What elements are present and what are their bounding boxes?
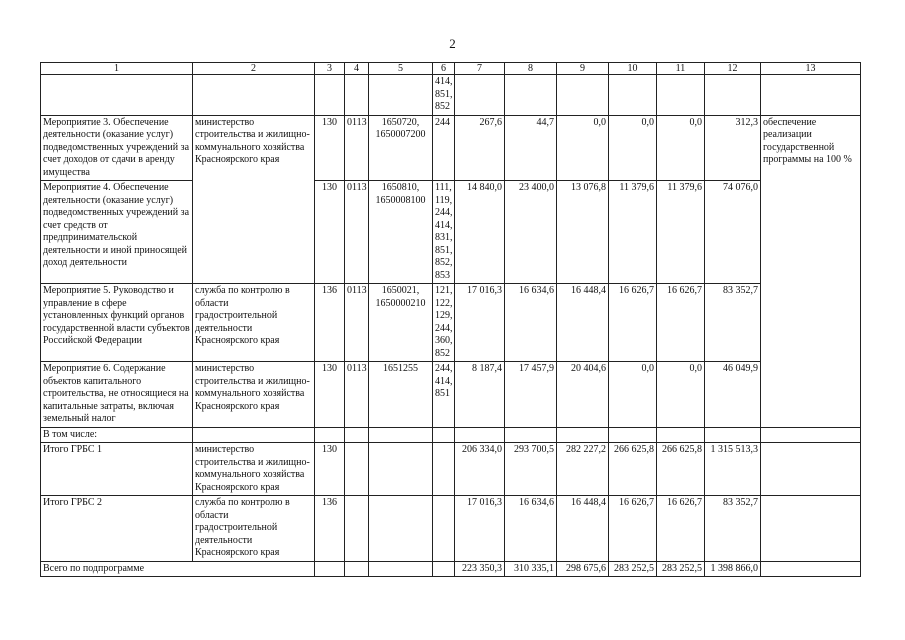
cell-value: 44,7 <box>505 115 557 181</box>
cell-grbs: 130 <box>315 115 345 181</box>
cell-grbs: 136 <box>315 284 345 362</box>
cell-value: 283 252,5 <box>657 561 705 577</box>
cell-value: 310 335,1 <box>505 561 557 577</box>
cell-executor: министерство строительства и жилищно-коммунального хозяйства Красноярского края <box>193 443 315 496</box>
cell-kvr: 121, 122, 129, 244, 360, 852 <box>433 284 455 362</box>
cell-value: 223 350,3 <box>455 561 505 577</box>
cell-value: 16 626,7 <box>609 496 657 562</box>
table-row <box>41 443 861 496</box>
cell-rzpr: 0113 <box>345 362 369 428</box>
cell-value: 0,0 <box>609 115 657 181</box>
cell-value: 11 379,6 <box>609 181 657 284</box>
cell-value: 1 398 866,0 <box>705 561 761 577</box>
header-cell: 11 <box>657 63 705 75</box>
cell-value: 16 448,4 <box>557 496 609 562</box>
table-row <box>41 362 861 428</box>
cell-value: 17 016,3 <box>455 496 505 562</box>
cell-event-name: Мероприятие 4. Обеспечение деятельности (оказание услуг) подведомственных учреждений за счет средств от предпринимательской деятельности и иной приносящей доход деятельности <box>41 181 193 284</box>
cell-value: 266 625,8 <box>657 443 705 496</box>
cell-value: 0,0 <box>557 115 609 181</box>
header-cell: 13 <box>761 63 861 75</box>
cell-value: 16 448,4 <box>557 284 609 362</box>
cell-value: 13 076,8 <box>557 181 609 284</box>
cell-value: 0,0 <box>657 115 705 181</box>
cell-executor: служба по контролю в области градостроительной деятельности Красноярского края <box>193 496 315 562</box>
header-cell: 12 <box>705 63 761 75</box>
cell-result: обеспечение реализации государственной программы на 100 % <box>761 115 861 427</box>
cell-value: 8 187,4 <box>455 362 505 428</box>
cell-value: 293 700,5 <box>505 443 557 496</box>
table-row <box>41 181 861 284</box>
cell-subheading: В том числе: <box>41 427 193 443</box>
cell-value: 17 016,3 <box>455 284 505 362</box>
cell-kvr: 244, 414, 851 <box>433 362 455 428</box>
cell-value: 0,0 <box>657 362 705 428</box>
cell-grand-total-label: Всего по подпрограмме <box>41 561 315 577</box>
cell-value: 283 252,5 <box>609 561 657 577</box>
cell-rzpr: 0113 <box>345 284 369 362</box>
cell-executor: служба по контролю в области градостроительной деятельности Красноярского края <box>193 284 315 362</box>
cell-value: 1 315 513,3 <box>705 443 761 496</box>
cell-value: 206 334,0 <box>455 443 505 496</box>
cell-kvr: 414, 851, 852 <box>433 75 455 116</box>
cell-rzpr: 0113 <box>345 115 369 181</box>
header-cell: 5 <box>369 63 433 75</box>
cell-grbs: 130 <box>315 362 345 428</box>
header-cell: 8 <box>505 63 557 75</box>
cell-value: 14 840,0 <box>455 181 505 284</box>
cell-value: 0,0 <box>609 362 657 428</box>
cell-grbs: 136 <box>315 496 345 562</box>
header-cell: 3 <box>315 63 345 75</box>
header-cell: 7 <box>455 63 505 75</box>
table-row <box>41 496 861 562</box>
cell-value: 20 404,6 <box>557 362 609 428</box>
cell-event-name: Мероприятие 6. Содержание объектов капитального строительства, не относящиеся на капитальные затраты, включая земельный налог <box>41 362 193 428</box>
cell-value: 298 675,6 <box>557 561 609 577</box>
cell-value: 83 352,7 <box>705 496 761 562</box>
cell-value: 83 352,7 <box>705 284 761 362</box>
page-number: 2 <box>449 36 456 51</box>
table-row <box>41 561 861 577</box>
cell-csr: 1650720, 1650007200 <box>369 115 433 181</box>
table-row <box>41 427 861 443</box>
header-cell: 4 <box>345 63 369 75</box>
cell-value: 17 457,9 <box>505 362 557 428</box>
header-cell: 10 <box>609 63 657 75</box>
cell-kvr: 111, 119, 244, 414, 831, 851, 852, 853 <box>433 181 455 284</box>
cell-value: 282 227,2 <box>557 443 609 496</box>
cell-csr: 1650810, 1650008100 <box>369 181 433 284</box>
cell-value: 266 625,8 <box>609 443 657 496</box>
table-row <box>41 284 861 362</box>
cell-value: 16 634,6 <box>505 496 557 562</box>
header-cell: 2 <box>193 63 315 75</box>
cell-grbs: 130 <box>315 443 345 496</box>
cell-value: 16 626,7 <box>609 284 657 362</box>
table-row <box>41 115 861 181</box>
cell-value: 267,6 <box>455 115 505 181</box>
cell-value: 16 634,6 <box>505 284 557 362</box>
header-row <box>41 63 861 75</box>
cell-value: 23 400,0 <box>505 181 557 284</box>
header-cell: 1 <box>41 63 193 75</box>
budget-table <box>40 62 861 577</box>
cell-total-label: Итого ГРБС 2 <box>41 496 193 562</box>
cell-rzpr: 0113 <box>345 181 369 284</box>
cell-executor: министерство строительства и жилищно-коммунального хозяйства Красноярского края <box>193 362 315 428</box>
header-cell: 9 <box>557 63 609 75</box>
cell-value: 11 379,6 <box>657 181 705 284</box>
cell-value: 46 049,9 <box>705 362 761 428</box>
cell-csr: 1651255 <box>369 362 433 428</box>
header-cell: 6 <box>433 63 455 75</box>
cell-total-label: Итого ГРБС 1 <box>41 443 193 496</box>
cell-event-name: Мероприятие 5. Руководство и управление в сфере установленных функций органов государственной власти субъектов Российской Федерации <box>41 284 193 362</box>
cell-executor: министерство строительства и жилищно-коммунального хозяйства Красноярского края <box>193 115 315 284</box>
cell-kvr: 244 <box>433 115 455 181</box>
table-row <box>41 75 861 116</box>
cell-value: 16 626,7 <box>657 284 705 362</box>
cell-event-name: Мероприятие 3. Обеспечение деятельности (оказание услуг) подведомственных учреждений за счет доходов от сдачи в аренду имущества <box>41 115 193 181</box>
cell-csr: 1650021, 1650000210 <box>369 284 433 362</box>
cell-value: 312,3 <box>705 115 761 181</box>
cell-value: 74 076,0 <box>705 181 761 284</box>
cell-value: 16 626,7 <box>657 496 705 562</box>
cell-grbs: 130 <box>315 181 345 284</box>
